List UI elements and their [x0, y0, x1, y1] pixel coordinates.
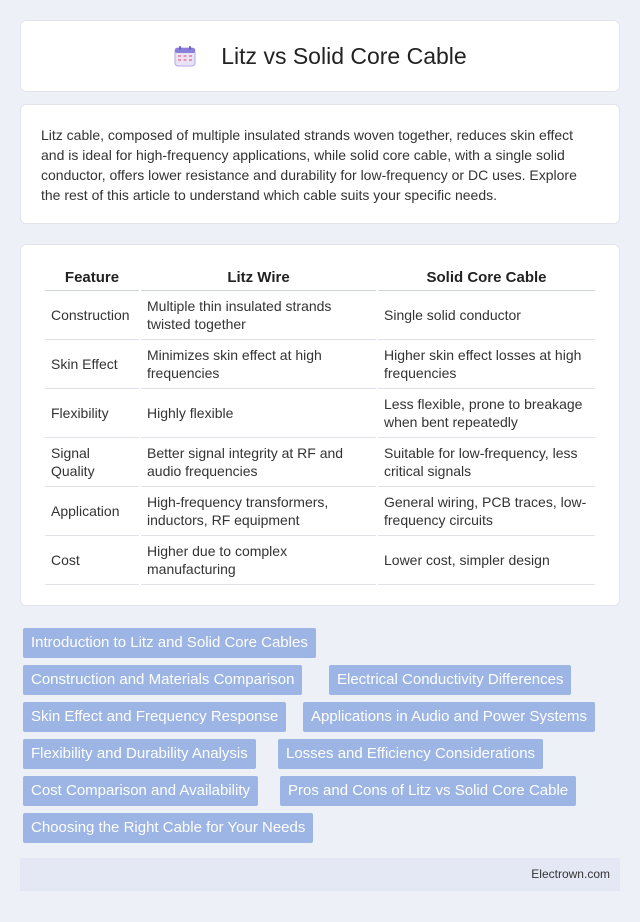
header-solid-core: Solid Core Cable	[378, 265, 595, 291]
page-title: Litz vs Solid Core Cable	[221, 42, 467, 69]
table-row	[45, 536, 595, 585]
topic-link-choosing[interactable]: Choosing the Right Cable for Your Needs	[23, 813, 313, 843]
calendar-icon	[173, 45, 197, 67]
solid-cell: Single solid conductor	[378, 291, 595, 340]
comparison-table	[43, 265, 597, 585]
topic-link-pros-cons[interactable]: Pros and Cons of Litz vs Solid Core Cable	[280, 776, 576, 806]
topic-link-conductivity[interactable]: Electrical Conductivity Differences	[329, 665, 571, 695]
footer	[20, 858, 620, 891]
solid-cell: Less flexible, prone to breakage when bent repeatedly	[378, 389, 595, 438]
solid-cell: Suitable for low-frequency, less critical signals	[378, 438, 595, 487]
topic-link-losses[interactable]: Losses and Efficiency Considerations	[278, 739, 543, 769]
litz-cell: Higher due to complex manufacturing	[141, 536, 376, 585]
feature-cell: Construction	[45, 291, 139, 340]
table-row	[45, 291, 595, 340]
litz-cell: Better signal integrity at RF and audio frequencies	[141, 438, 376, 487]
litz-cell: Highly flexible	[141, 389, 376, 438]
header-litz-wire: Litz Wire	[141, 265, 376, 291]
table-header-row	[45, 265, 595, 291]
table-row	[45, 389, 595, 438]
comparison-table-card	[20, 244, 620, 606]
solid-cell: Higher skin effect losses at high frequencies	[378, 340, 595, 389]
litz-cell: Minimizes skin effect at high frequencies	[141, 340, 376, 389]
feature-cell: Cost	[45, 536, 139, 585]
feature-cell: Flexibility	[45, 389, 139, 438]
solid-cell: General wiring, PCB traces, low-frequency circuits	[378, 487, 595, 536]
solid-cell: Lower cost, simpler design	[378, 536, 595, 585]
intro-text: Litz cable, composed of multiple insulated strands woven together, reduces skin effect and is ideal for high-frequency applications, while solid core cable, with a single solid conductor, offers lower resistance and durability for low-frequency or DC uses. Explore the rest of this article to understand which cable suits your specific needs.	[41, 127, 577, 203]
topic-link-skin-effect[interactable]: Skin Effect and Frequency Response	[23, 702, 286, 732]
title-card	[20, 20, 620, 92]
litz-cell: Multiple thin insulated strands twisted together	[141, 291, 376, 340]
intro-card	[20, 104, 620, 224]
footer-brand[interactable]: Electrown.com	[531, 867, 610, 881]
topic-link-applications[interactable]: Applications in Audio and Power Systems	[303, 702, 595, 732]
topic-link-flexibility[interactable]: Flexibility and Durability Analysis	[23, 739, 256, 769]
table-row	[45, 487, 595, 536]
litz-cell: High-frequency transformers, inductors, RF equipment	[141, 487, 376, 536]
feature-cell: Application	[45, 487, 139, 536]
header-feature: Feature	[45, 265, 139, 291]
table-row	[45, 340, 595, 389]
topic-link-cost[interactable]: Cost Comparison and Availability	[23, 776, 258, 806]
feature-cell: Skin Effect	[45, 340, 139, 389]
topic-link-introduction[interactable]: Introduction to Litz and Solid Core Cables	[23, 628, 316, 658]
table-row	[45, 438, 595, 487]
feature-cell: Signal Quality	[45, 438, 139, 487]
topic-link-construction[interactable]: Construction and Materials Comparison	[23, 665, 302, 695]
